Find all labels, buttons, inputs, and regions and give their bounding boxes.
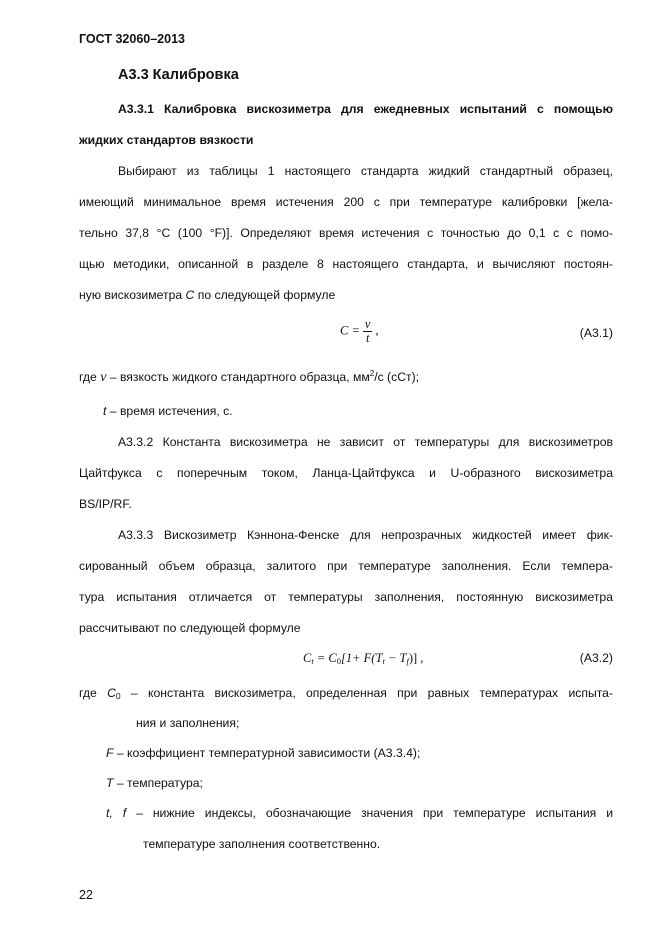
where2-tf-text: – нижние индексы, обозначающие значения при температуре испытания и	[126, 806, 614, 820]
para1-line4: щью методики, описанной в разделе 8 настоящего стандарта, и вычисляют постоян-	[79, 257, 613, 271]
formula-a3-2	[303, 651, 423, 666]
where2-c0-text: – константа вискозиметра, определенная при равных температурах испыта-	[120, 686, 613, 700]
para2-line3: BS/IP/RF.	[79, 497, 132, 511]
symbol-tf: t, f	[106, 806, 127, 820]
where2-tf-cont: температуре заполнения соответственно.	[143, 837, 381, 851]
document-header: ГОСТ 32060–2013	[79, 32, 185, 46]
formula2-mid: = C	[313, 651, 337, 665]
para1-line5	[79, 288, 335, 302]
where2-c0-line	[79, 686, 613, 701]
para1-line5-tail: по следующей формуле	[194, 288, 336, 302]
para2-line2: Цайтфукса с поперечным током, Ланца-Цайтфукса и U-образного вискозиметра	[79, 466, 613, 480]
formula1-tail: ,	[375, 323, 379, 338]
formula2-sub-t: t	[311, 656, 314, 666]
formula2-minus: − T	[384, 651, 407, 665]
para2-line1: А3.3.2 Константа вискозиметра не зависит от температуры для вискозиметров	[118, 435, 613, 449]
formula1-fraction	[363, 318, 373, 345]
symbol-c0-sub: 0	[115, 691, 121, 701]
symbol-T: T	[106, 776, 114, 790]
para3-line2: сированный объем образца, залитого при температуре заполнения. Если темпера-	[79, 559, 613, 573]
where1-sup: 2	[369, 369, 375, 378]
para1-line3: тельно 37,8 °С (100 °F)]. Определяют время истечения с точностью до 0,1 с с помо-	[79, 226, 613, 240]
formula2-rest: [1+ F(T	[341, 651, 383, 665]
para1-line5-text: ную вискозиметра	[79, 288, 186, 302]
formula2-sub-0: 0	[336, 656, 341, 666]
where2-f-text: – коэффициент температурной зависимости (А3.3.4);	[113, 746, 421, 760]
symbol-t: t	[103, 404, 107, 418]
where2-T-line	[106, 776, 203, 790]
where1-t-text: – время истечения, с.	[106, 404, 233, 418]
where2-f-line	[106, 746, 420, 760]
where1-text-b: /с (сСт);	[374, 370, 420, 384]
symbol-c0: C	[107, 686, 116, 700]
subsection-title-line1: А3.3.1 Калибровка вискозиметра для ежедневных испытаний с помощью	[118, 102, 613, 116]
para3-line3: тура испытания отличается от температуры заполнения, постоянную вискозиметра	[79, 590, 613, 604]
formula1-numerator: v	[364, 317, 371, 331]
subsection-title-line2: жидких стандартов вязкости	[79, 133, 254, 147]
formula2-number: (А3.2)	[579, 651, 613, 665]
section-title: А3.3 Калибровка	[118, 67, 239, 83]
formula-a3-1	[340, 318, 379, 345]
formula2-c: C	[303, 651, 312, 665]
para1-line1: Выбирают из таблицы 1 настоящего стандарта жидкий стандартный образец,	[118, 164, 613, 178]
formula2-sub-t2: t	[382, 656, 385, 666]
where2-prefix: где	[79, 686, 108, 700]
para3-line4: рассчитывают по следующей формуле	[79, 621, 301, 635]
where2-T-text: – температура;	[113, 776, 203, 790]
formula1-number: (А3.1)	[579, 326, 613, 340]
formula2-sub-f: f	[406, 656, 409, 666]
page-number: 22	[79, 888, 93, 902]
where1-line	[79, 369, 419, 386]
para3-line1: А3.3.3 Вискозиметр Кэннона-Фенске для непрозрачных жидкостей имеет фик-	[118, 528, 613, 542]
symbol-f: F	[106, 746, 114, 760]
symbol-c: C	[185, 288, 195, 302]
where1-prefix: где	[79, 370, 101, 384]
para1-line2: имеющий минимальное время истечения 200 с при температуре калибровки [жела-	[79, 195, 613, 209]
formula1-lhs: C =	[340, 323, 360, 338]
where2-c0-cont: ния и заполнения;	[136, 716, 240, 730]
formula2-close: )] ,	[408, 651, 424, 665]
where2-tf-line	[106, 806, 613, 820]
symbol-v: v	[100, 370, 107, 385]
where1-text-a: – вязкость жидкого стандартного образца, мм	[106, 370, 370, 384]
where1-t-line	[103, 404, 233, 418]
formula1-denominator: t	[365, 331, 370, 345]
